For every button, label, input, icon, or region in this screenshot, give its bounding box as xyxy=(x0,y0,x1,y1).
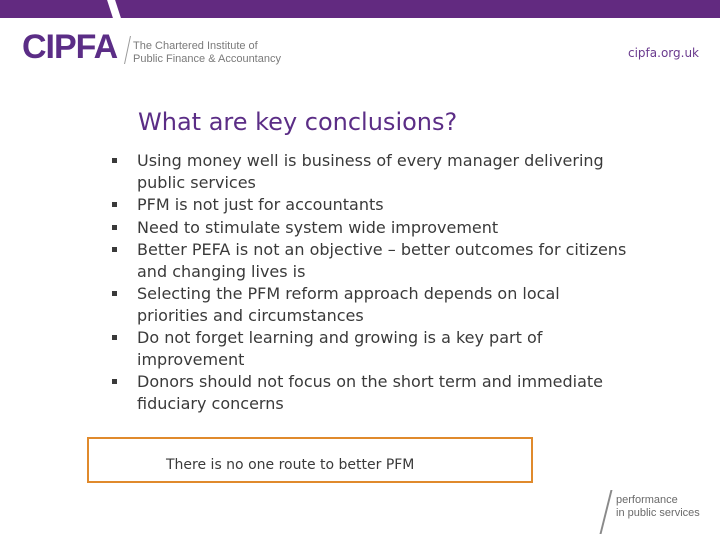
callout-box xyxy=(87,437,533,483)
bullet-icon xyxy=(112,247,117,252)
bullet-icon xyxy=(112,379,117,384)
list-item xyxy=(112,150,632,193)
callout-text: There is no one route to better PFM xyxy=(166,457,415,473)
list-item-text: PFM is not just for accountants xyxy=(137,195,384,214)
logo-tagline: The Chartered Institute of Public Finance & Accountancy xyxy=(133,40,281,65)
list-item-text: Do not forget learning and growing is a key part of improvement xyxy=(137,328,543,369)
footer-slash-divider xyxy=(600,490,613,534)
site-url: cipfa.org.uk xyxy=(628,46,699,60)
list-item-text: Need to stimulate system wide improvement xyxy=(137,217,499,237)
list-item xyxy=(112,194,632,216)
bullet-icon xyxy=(112,291,117,296)
list-item-text: Selecting the PFM reform approach depends on local priorities and circumstances xyxy=(137,284,560,325)
conclusions-list xyxy=(112,150,632,415)
list-item-text: Better PEFA is not an objective – better outcomes for citizens and changing lives is xyxy=(137,240,627,281)
list-item-text: Using money well is business of every manager delivering public services xyxy=(137,151,604,192)
list-item xyxy=(112,327,632,370)
logo-separator xyxy=(124,36,131,64)
bullet-icon xyxy=(112,202,117,207)
list-item xyxy=(112,283,632,326)
list-item xyxy=(112,371,632,414)
bullet-icon xyxy=(112,158,117,163)
bullet-icon xyxy=(112,225,117,230)
brand-slash-divider xyxy=(107,0,121,18)
list-item-text: Donors should not focus on the short term and immediate fiduciary concerns xyxy=(137,372,604,413)
list-item xyxy=(112,217,632,239)
top-brand-bar xyxy=(0,0,720,18)
bullet-icon xyxy=(112,335,117,340)
list-item xyxy=(112,239,632,282)
footer-tagline: performance in public services xyxy=(616,494,700,519)
slide-title: What are key conclusions? xyxy=(138,108,458,136)
cipfa-logo: CIPFA xyxy=(22,28,118,66)
